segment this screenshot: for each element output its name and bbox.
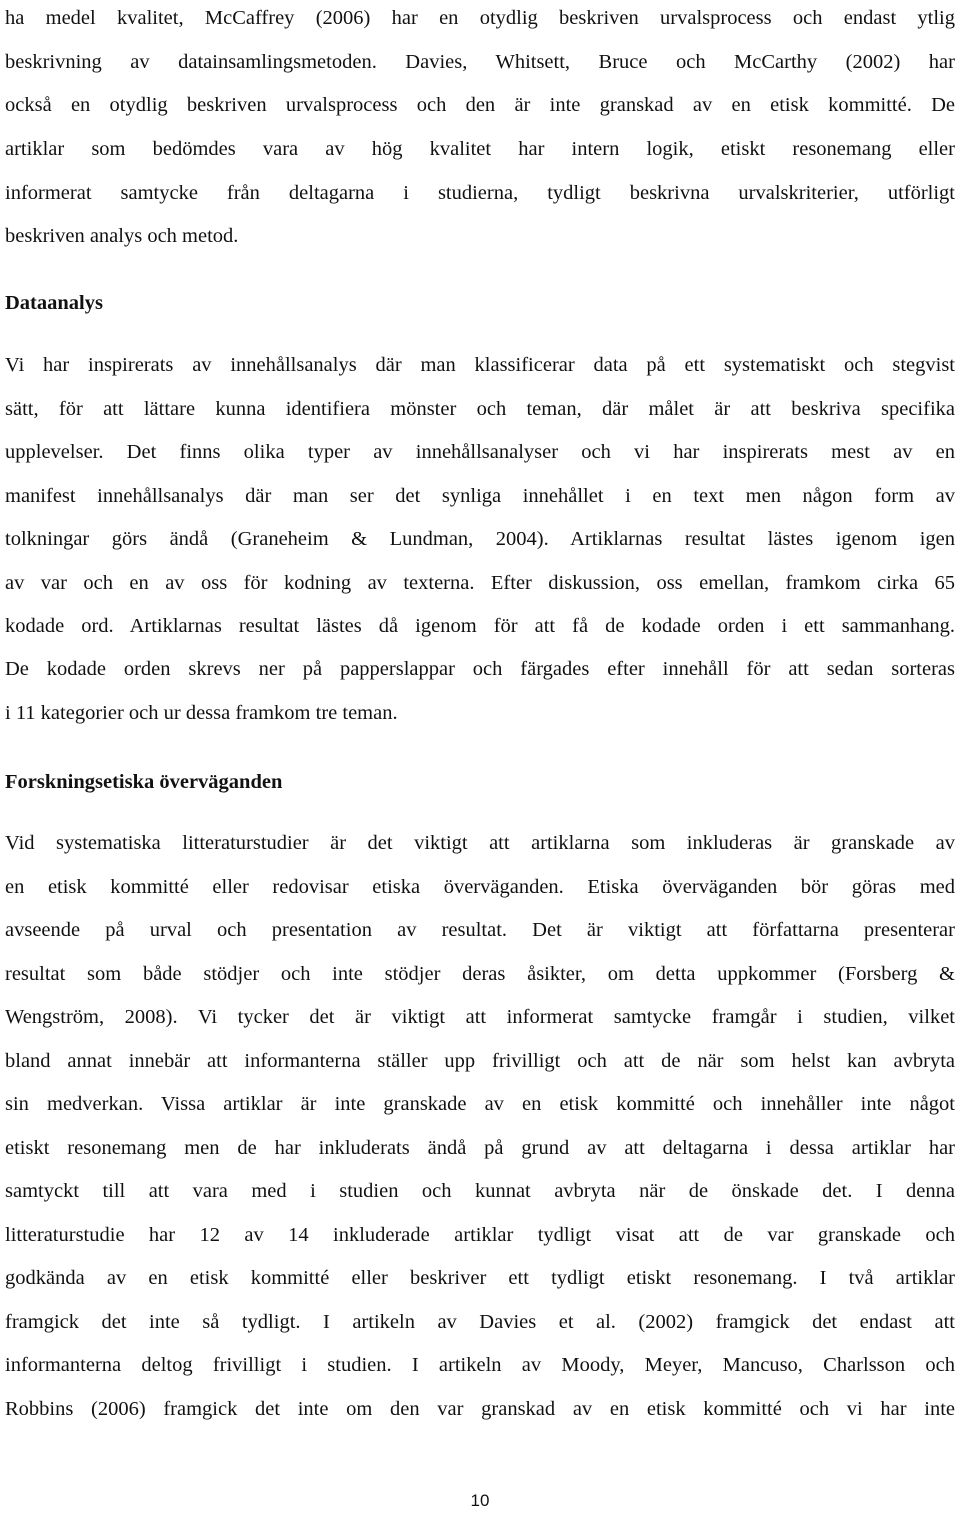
text-line: Vid systematiska litteraturstudier är det viktigt att artiklarna som inkluderas är granskade av [5, 832, 955, 854]
text-line: avseende på urval och presentation av resultat. Det är viktigt att författarna presenterar [5, 919, 955, 941]
text-line: framgick det inte så tydligt. I artikeln av Davies et al. (2002) framgick det endast att [5, 1311, 955, 1333]
text-line: litteraturstudie har 12 av 14 inkluderade artiklar tydligt visat att de var granskade och [5, 1224, 955, 1246]
text-line: beskriven analys och metod. [5, 225, 239, 247]
text-line: beskrivning av datainsamlingsmetoden. Davies, Whitsett, Bruce och McCarthy (2002) har [5, 51, 955, 73]
text-line: informerat samtycke från deltagarna i studierna, tydligt beskrivna urvalskriterier, utförligt [5, 182, 955, 204]
text-line: en etisk kommitté eller redovisar etiska överväganden. Etiska överväganden bör göras med [5, 876, 955, 898]
page-number: 10 [470, 1491, 490, 1510]
text-line: etiskt resonemang men de har inkluderats ändå på grund av att deltagarna i dessa artiklar har [5, 1137, 955, 1159]
text-line: sätt, för att lättare kunna identifiera mönster och teman, där målet är att beskriva specifika [5, 398, 955, 420]
text-line: kodade ord. Artiklarnas resultat lästes då igenom för att få de kodade orden i ett sammanhang. [5, 615, 955, 637]
section-heading-dataanalys: Dataanalys [5, 292, 103, 314]
text-line: Wengström, 2008). Vi tycker det är viktigt att informerat samtycke framgår i studien, vilket [5, 1006, 955, 1028]
text-line: Robbins (2006) framgick det inte om den var granskad av en etisk kommitté och vi har inte [5, 1398, 955, 1420]
text-line: tolkningar görs ändå (Graneheim & Lundman, 2004). Artiklarnas resultat lästes igenom igen [5, 528, 955, 550]
text-line: Vi har inspirerats av innehållsanalys där man klassificerar data på ett systematiskt och stegvist [5, 354, 955, 376]
section-heading-forskningsetiska: Forskningsetiska överväganden [5, 771, 283, 793]
text-line: ha medel kvalitet, McCaffrey (2006) har en otydlig beskriven urvalsprocess och endast ytlig [5, 7, 955, 29]
text-line: upplevelser. Det finns olika typer av innehållsanalyser och vi har inspirerats mest av en [5, 441, 955, 463]
text-line: De kodade orden skrevs ner på papperslappar och färgades efter innehåll för att sedan sorteras [5, 658, 955, 680]
text-line: manifest innehållsanalys där man ser det synliga innehållet i en text men någon form av [5, 485, 955, 507]
text-line: också en otydlig beskriven urvalsprocess och den är inte granskad av en etisk kommitté. De [5, 94, 955, 116]
text-line: bland annat innebär att informanterna ställer upp frivilligt och att de när som helst kan avbryta [5, 1050, 955, 1072]
text-line: av var och en av oss för kodning av texterna. Efter diskussion, oss emellan, framkom cirka 65 [5, 572, 955, 594]
text-line: artiklar som bedömdes vara av hög kvalitet har intern logik, etiskt resonemang eller [5, 138, 955, 160]
text-line: resultat som både stödjer och inte stödjer deras åsikter, om detta uppkommer (Forsberg & [5, 963, 955, 985]
text-line: samtyckt till att vara med i studien och kunnat avbryta när de önskade det. I denna [5, 1180, 955, 1202]
text-line: sin medverkan. Vissa artiklar är inte granskade av en etisk kommitté och innehåller inte något [5, 1093, 955, 1115]
text-line: i 11 kategorier och ur dessa framkom tre teman. [5, 702, 398, 724]
text-line: informanterna deltog frivilligt i studien. I artikeln av Moody, Meyer, Mancuso, Charlsson och [5, 1354, 955, 1376]
text-line: godkända av en etisk kommitté eller beskriver ett tydligt etiskt resonemang. I två artiklar [5, 1267, 955, 1289]
